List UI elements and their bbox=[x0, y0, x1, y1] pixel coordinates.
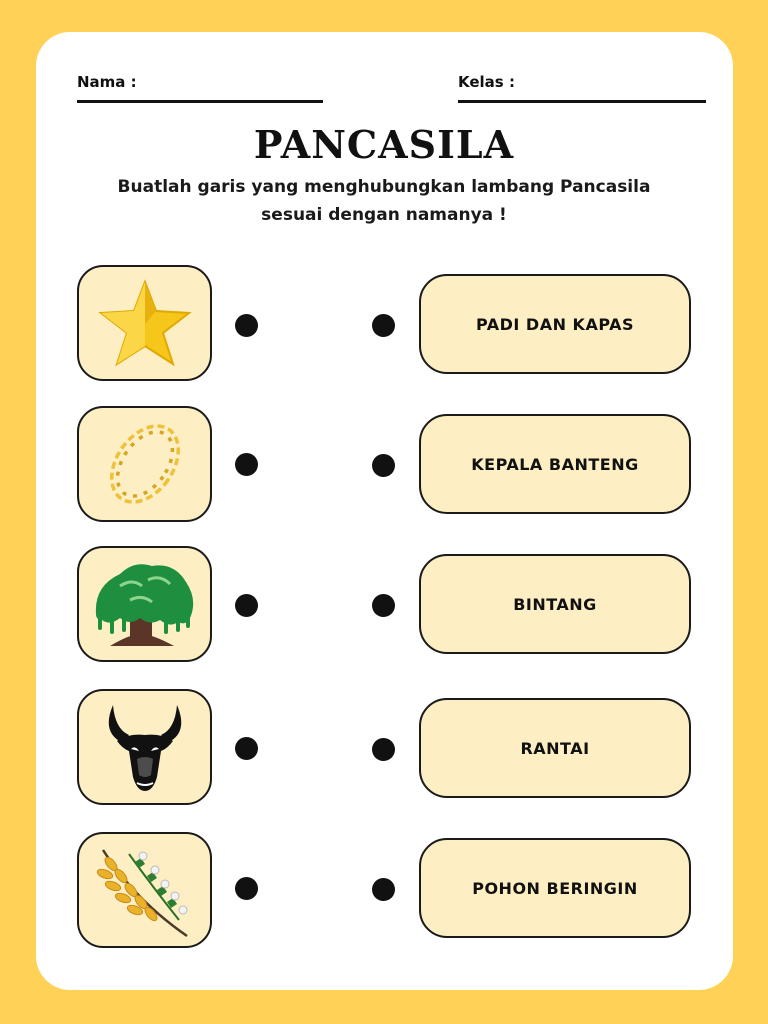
instructions-line-1: Buatlah garis yang menghubungkan lambang Pancasila bbox=[117, 177, 651, 197]
symbol-box-chain bbox=[77, 406, 212, 522]
name-dot-4[interactable] bbox=[372, 738, 395, 761]
name-dot-3[interactable] bbox=[372, 594, 395, 617]
name-label: Nama : bbox=[77, 73, 137, 91]
instructions-line-2: sesuai dengan namanya ! bbox=[261, 205, 507, 225]
star-icon bbox=[97, 278, 193, 368]
symbol-dot-1[interactable] bbox=[235, 314, 258, 337]
name-dot-1[interactable] bbox=[372, 314, 395, 337]
class-label: Kelas : bbox=[458, 73, 515, 91]
name-dot-5[interactable] bbox=[372, 878, 395, 901]
name-write-line[interactable] bbox=[77, 100, 323, 103]
symbol-box-star bbox=[77, 265, 212, 381]
page-title: PANCASILA bbox=[253, 122, 515, 167]
symbol-box-rice-cotton bbox=[77, 832, 212, 948]
rice-cotton-icon bbox=[95, 840, 195, 940]
symbol-box-tree bbox=[77, 546, 212, 662]
name-box-4: RANTAI bbox=[419, 698, 691, 798]
name-box-5: POHON BERINGIN bbox=[419, 838, 691, 938]
name-box-1: PADI DAN KAPAS bbox=[419, 274, 691, 374]
chain-icon bbox=[100, 414, 190, 514]
banyan-tree-icon bbox=[90, 556, 200, 652]
symbol-box-bull bbox=[77, 689, 212, 805]
name-box-2: KEPALA BANTENG bbox=[419, 414, 691, 514]
bull-head-icon bbox=[95, 697, 195, 797]
symbol-dot-3[interactable] bbox=[235, 594, 258, 617]
symbol-dot-2[interactable] bbox=[235, 453, 258, 476]
instructions bbox=[0, 173, 768, 229]
name-dot-2[interactable] bbox=[372, 454, 395, 477]
symbol-dot-4[interactable] bbox=[235, 737, 258, 760]
class-write-line[interactable] bbox=[458, 100, 706, 103]
name-box-3: BINTANG bbox=[419, 554, 691, 654]
symbol-dot-5[interactable] bbox=[235, 877, 258, 900]
